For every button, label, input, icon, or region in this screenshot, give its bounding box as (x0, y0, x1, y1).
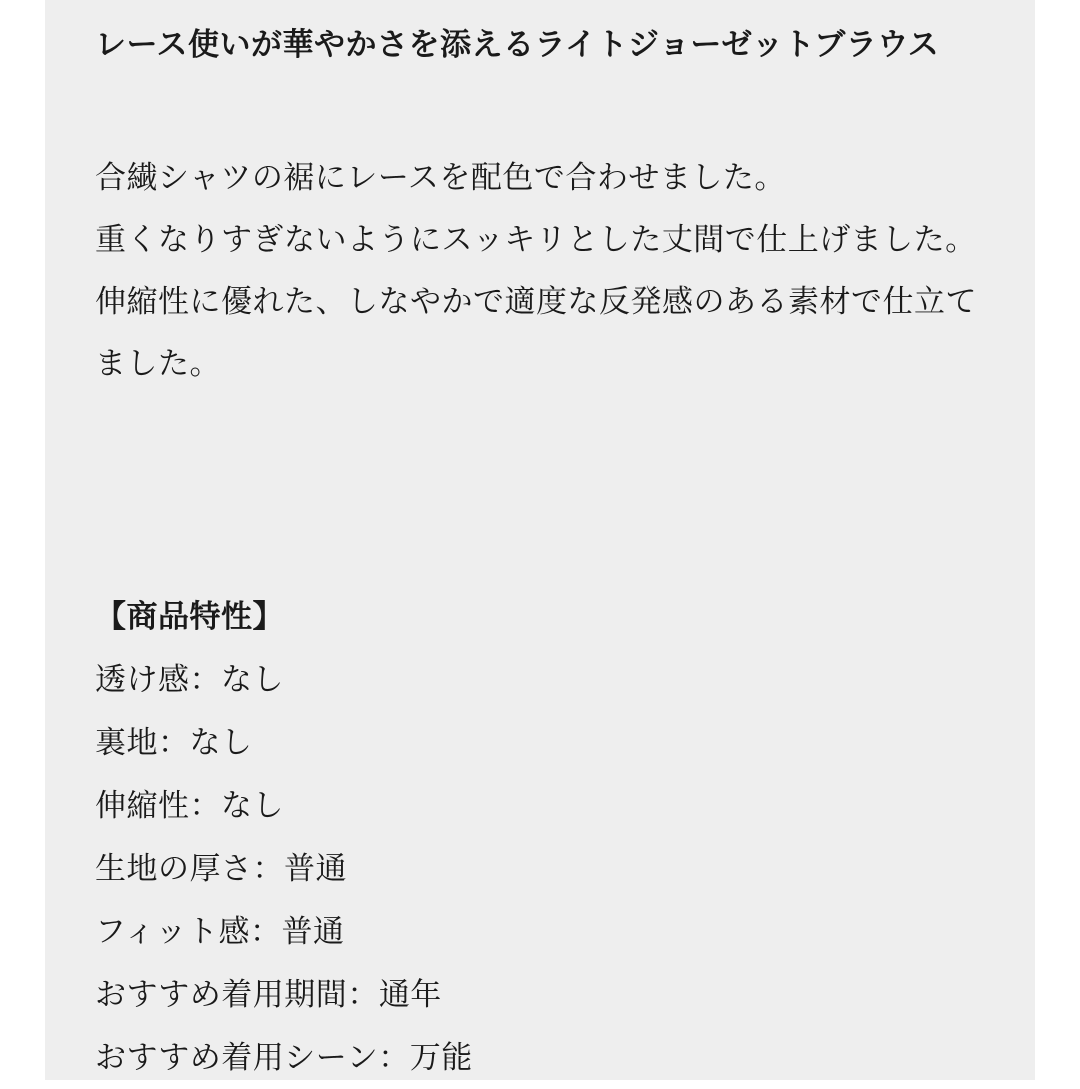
feature-separator: ： (378, 1040, 410, 1075)
feature-separator: ： (252, 851, 284, 886)
feature-value: 通年 (378, 977, 442, 1012)
feature-row (95, 774, 991, 837)
feature-separator: ： (250, 914, 282, 949)
feature-separator: ： (158, 725, 190, 760)
feature-value: 普通 (284, 851, 347, 886)
description-line: 合繊シャツの裾にレースを配色で合わせました。 (95, 160, 786, 195)
feature-label: 裏地 (95, 725, 158, 760)
feature-separator: ： (189, 662, 221, 697)
product-title: レース使いが華やかさを添えるライトジョーゼットブラウス (95, 27, 940, 62)
feature-row (95, 963, 991, 1026)
feature-row (95, 711, 991, 774)
feature-label: 透け感 (95, 662, 190, 697)
feature-row (95, 648, 991, 711)
product-features-section (95, 585, 991, 1089)
feature-value: なし (221, 662, 284, 697)
product-description (95, 147, 991, 395)
feature-separator: ： (189, 788, 221, 823)
feature-value: 普通 (281, 914, 345, 949)
features-heading: 【商品特性】 (95, 599, 284, 634)
feature-separator: ： (347, 977, 379, 1012)
feature-label: フィット感 (95, 914, 251, 949)
feature-label: 生地の厚さ (95, 851, 253, 886)
feature-value: なし (189, 725, 253, 760)
features-list (95, 648, 991, 1089)
feature-value: なし (221, 788, 284, 823)
feature-label: おすすめ着用期間 (95, 977, 348, 1012)
product-description-panel (45, 0, 1035, 1080)
feature-row (95, 900, 991, 963)
feature-label: 伸縮性 (95, 788, 190, 823)
description-line: 重くなりすぎないようにスッキリとした丈間で仕上げました。 (95, 222, 977, 257)
description-line: 伸縮性に優れた、しなやかで適度な反発感のある素材で仕立てました。 (95, 284, 977, 381)
feature-row (95, 837, 991, 900)
feature-label: おすすめ着用シーン (95, 1040, 379, 1075)
feature-value: 万能 (409, 1040, 473, 1075)
